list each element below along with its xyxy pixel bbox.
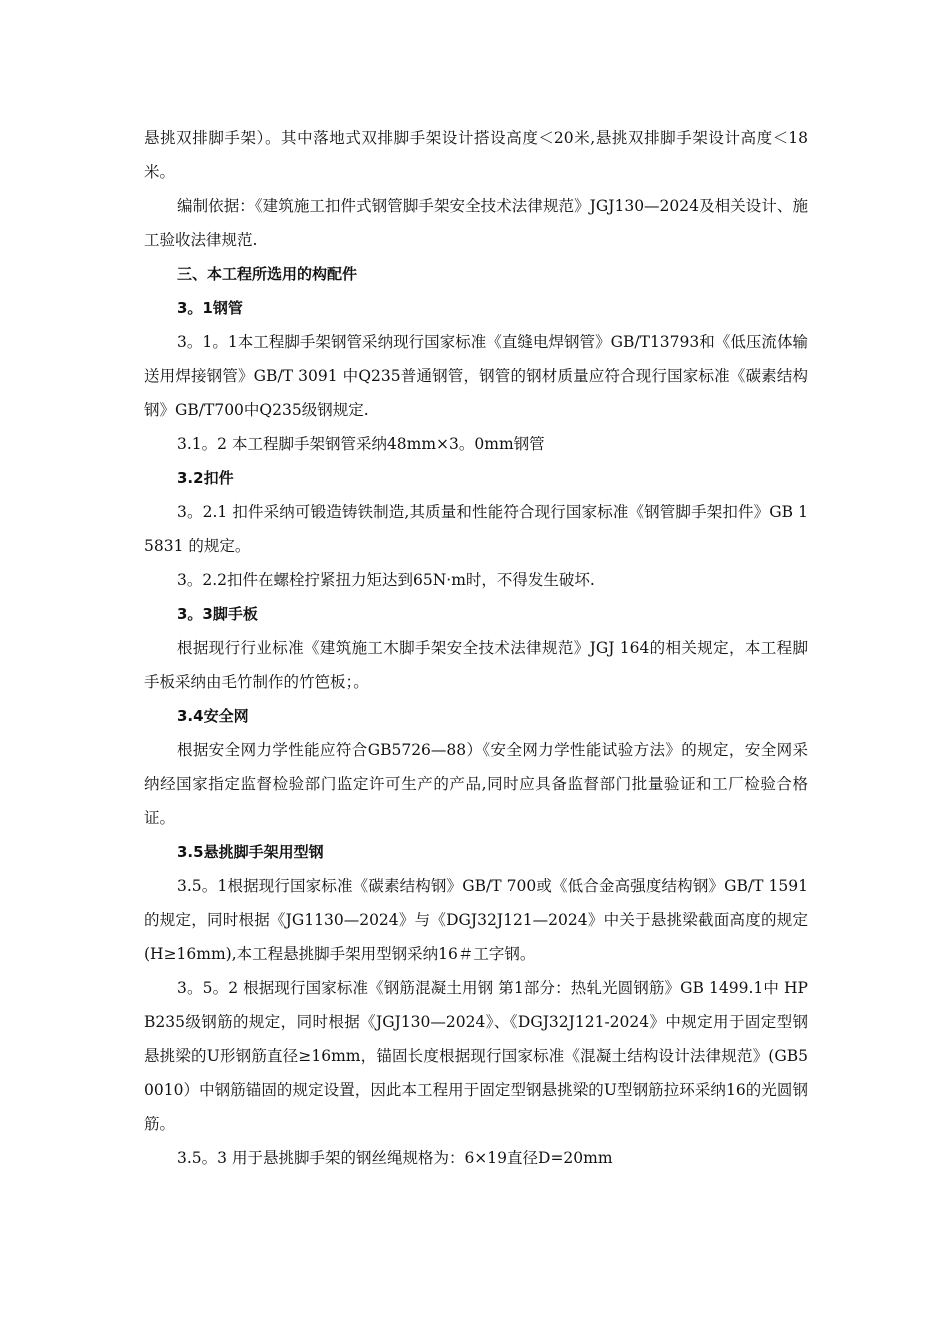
document-body [144, 121, 808, 1175]
section-3-4-heading: 3.4安全网 [177, 707, 249, 725]
compile-basis-paragraph: 编制依据：《建筑施工扣件式钢管脚手架安全技术法律规范》JGJ130—2024及相关设计、施工验收法律规范. [144, 197, 808, 249]
section-3-3-heading: 3。3脚手板 [177, 605, 258, 623]
paragraph-3-5-3: 3.5。3 用于悬挑脚手架的钢丝绳规格为：6×19直径D=20mm [177, 1149, 613, 1167]
paragraph-3-4: 根据安全网力学性能应符合GB5726—88）《安全网力学性能试验方法》的规定，安全网采纳经国家指定监督检验部门监定许可生产的产品,同时应具备监督部门批量验证和工厂检验合格证。 [144, 741, 808, 827]
paragraph-3-2-2: 3。2.2扣件在螺栓拧紧扭力矩达到65N·m时，不得发生破坏. [177, 571, 595, 589]
section-3-1-heading: 3。1钢管 [177, 299, 243, 317]
paragraph-3-3: 根据现行行业标准《建筑施工木脚手架安全技术法律规范》JGJ 164的相关规定，本工程脚手板采纳由毛竹制作的竹笆板；。 [144, 639, 808, 691]
paragraph-3-1-1: 3。1。1本工程脚手架钢管采纳现行国家标准《直缝电焊钢管》GB/T13793和《低压流体输送用焊接钢管》GB/T 3091 中Q235普通钢管，钢管的钢材质量应符合现行国家标准《碳素结构钢》GB/T700中Q235级钢规定. [144, 333, 808, 419]
section-3-2-heading: 3.2扣件 [177, 469, 234, 487]
section-3-heading: 三、本工程所选用的构配件 [177, 265, 358, 283]
paragraph-3-1-2: 3.1。2 本工程脚手架钢管采纳48mm×3。0mm钢管 [177, 435, 545, 453]
paragraph-3-5-2: 3。5。2 根据现行国家标准《钢筋混凝土用钢 第1部分：热轧光圆钢筋》GB 1499.1中 HPB235级钢筋的规定，同时根据《JGJ130—2024》、《DGJ32J121-2024》中规定用于固定型钢悬挑梁的U形钢筋直径≥16mm，锚固长度根据现行国家标准《混凝土结构设计法律规范》(GB50010）中钢筋锚固的规定设置，因此本工程用于固定型钢悬挑梁的U型钢筋拉环采纳16的光圆钢筋。 [144, 979, 808, 1133]
paragraph-3-5-1: 3.5。1根据现行国家标准《碳素结构钢》GB/T 700或《低合金高强度结构钢》GB/T 1591 的规定，同时根据《JG1130—2024》与《DGJ32J121—2024》中关于悬挑梁截面高度的规定(H≥16mm),本工程悬挑脚手架用型钢采纳16＃工字钢。 [144, 877, 808, 963]
section-3-5-heading: 3.5悬挑脚手架用型钢 [177, 843, 324, 861]
paragraph-3-2-1: 3。2.1 扣件采纳可锻造铸铁制造,其质量和性能符合现行国家标准《钢管脚手架扣件》GB 15831 的规定。 [144, 503, 808, 555]
intro-continued-paragraph: 悬挑双排脚手架）。其中落地式双排脚手架设计搭设高度＜20米,悬挑双排脚手架设计高度＜18米。 [144, 129, 808, 181]
